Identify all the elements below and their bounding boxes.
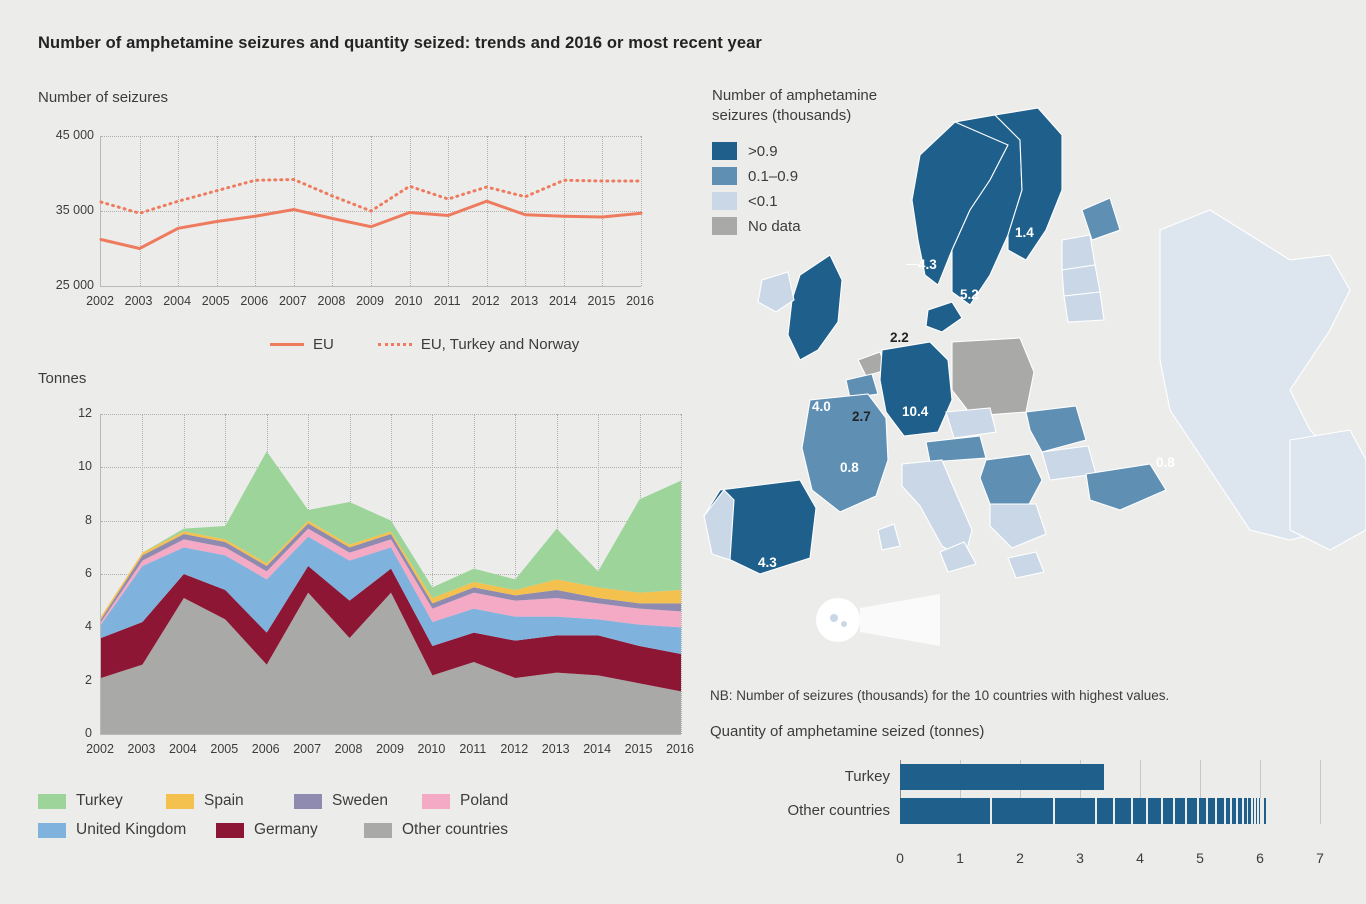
bar-segment-divider <box>1185 798 1187 824</box>
bar-segment-divider <box>1251 798 1253 824</box>
area-chart-y-tick: 2 <box>85 672 92 687</box>
bar-chart-x-tick: 7 <box>1316 850 1324 866</box>
map-label-united-kingdom: 4.0 <box>812 399 831 414</box>
map-country-austria <box>926 436 986 462</box>
bar-turkey <box>900 764 1104 790</box>
map-label-france: 0.8 <box>840 460 859 475</box>
bar-segment-divider <box>1262 798 1264 824</box>
map-country-latvia <box>1062 265 1100 296</box>
bar-segment-divider <box>1247 798 1249 824</box>
map-legend-label: 0.1–0.9 <box>748 167 799 185</box>
page-title: Number of amphetamine seizures and quantity seized: trends and 2016 or most recent year <box>38 34 762 52</box>
area-legend-item-germany <box>216 821 364 839</box>
area-legend-label: Turkey <box>76 792 123 809</box>
map-label-belgium: 2.7 <box>852 409 871 424</box>
bar-chart-x-tick: 0 <box>896 850 904 866</box>
area-chart-x-tick: 2016 <box>666 742 694 756</box>
map-country-ireland <box>758 272 794 312</box>
line-chart-series <box>101 136 641 286</box>
map-legend-label: >0.9 <box>748 142 778 160</box>
area-chart-y-tick: 0 <box>85 726 92 740</box>
area-chart-x-tick: 2012 <box>500 742 529 756</box>
bar-chart-x-tick: 5 <box>1196 850 1204 866</box>
area-legend-swatch <box>166 794 194 809</box>
line-chart-x-tick: 2014 <box>548 294 577 308</box>
europe-map <box>690 60 1366 670</box>
area-legend-item-spain <box>166 792 294 810</box>
bar-segment-divider <box>1131 798 1133 824</box>
area-chart-x-tick: 2004 <box>168 742 197 756</box>
line-series-eu <box>101 201 641 248</box>
map-country-portugal <box>704 490 734 560</box>
map-label-finland: 1.4 <box>1015 225 1034 240</box>
area-chart-x-tick: 2013 <box>541 742 570 756</box>
map-country-turkey <box>1086 464 1166 510</box>
map-country-crete <box>1008 552 1044 578</box>
area-chart-x-tick: 2006 <box>251 742 280 756</box>
line-chart-y-tick: 25 000 <box>55 278 94 292</box>
map-inset-bubble <box>816 594 940 646</box>
bar-segment-divider <box>1053 798 1055 824</box>
map-country-united-kingdom <box>788 255 842 360</box>
bar-segment-divider <box>1230 798 1232 824</box>
area-chart-legend <box>38 792 658 850</box>
area-legend-item-sweden <box>294 792 422 810</box>
area-chart-title: Tonnes <box>38 370 87 387</box>
map-country-corsica-sardinia <box>878 524 900 550</box>
line-chart-x-tick: 2015 <box>587 294 616 308</box>
map-label-austria: 0.8 <box>1156 455 1175 470</box>
bar-segment-divider <box>1236 798 1238 824</box>
bar-chart-gridline <box>1320 760 1321 824</box>
map-country-estonia <box>1062 235 1095 270</box>
map-legend-title-line1: Number of amphetamine <box>712 87 878 104</box>
line-chart-x-tick: 2002 <box>86 294 114 308</box>
area-chart-x-tick: 2015 <box>624 742 653 756</box>
area-legend-row <box>38 821 658 839</box>
line-chart <box>38 128 658 308</box>
area-chart-x-tick: 2009 <box>376 742 404 756</box>
line-chart-x-tick: 2007 <box>278 294 307 308</box>
line-chart-x-tick: 2006 <box>240 294 269 308</box>
bar-segment-divider <box>1215 798 1217 824</box>
area-chart-x-tick: 2003 <box>127 742 156 756</box>
map-country-czechia <box>946 408 996 438</box>
area-legend-item-united-kingdom <box>38 821 216 839</box>
area-chart-y-tick: 8 <box>85 512 92 527</box>
line-chart-x-tick: 2008 <box>317 294 346 308</box>
legend-swatch-solid-line <box>270 343 304 346</box>
area-chart-x-tick: 2014 <box>583 742 612 756</box>
area-chart-x-tick: 2007 <box>293 742 322 756</box>
area-legend-swatch <box>422 794 450 809</box>
bar-chart-x-tick: 2 <box>1016 850 1024 866</box>
line-chart-x-tick: 2009 <box>356 294 384 308</box>
legend-item-eu-turkey-norway <box>378 336 579 353</box>
line-series-eu-turkey-and-norway <box>101 180 641 214</box>
area-legend-label: Poland <box>460 792 509 809</box>
area-chart-y-tick: 4 <box>85 619 92 634</box>
area-legend-label: Germany <box>254 821 318 838</box>
bar-chart-x-tick: 6 <box>1256 850 1264 866</box>
line-chart-y-tick: 45 000 <box>55 128 94 142</box>
area-legend-item-poland <box>422 792 542 810</box>
line-chart-x-tick: 2010 <box>394 294 423 308</box>
map-country-greece <box>990 504 1046 548</box>
bar-segment-divider <box>1242 798 1244 824</box>
area-chart-x-tick: 2002 <box>86 742 114 756</box>
bar-chart-x-tick: 3 <box>1076 850 1084 866</box>
bar-segment-divider <box>1260 798 1262 824</box>
bar-segment-divider <box>1113 798 1115 824</box>
area-legend-label: United Kingdom <box>76 821 187 838</box>
area-chart-y-tick: 10 <box>78 459 92 474</box>
map-label-sweden: 5.2 <box>960 287 979 302</box>
map-label-denmark: 2.2 <box>890 330 909 345</box>
area-chart-x-tick: 2008 <box>334 742 363 756</box>
area-legend-swatch <box>294 794 322 809</box>
map-legend-title-line2: seizures (thousands) <box>712 107 852 125</box>
legend-label-eu: EU <box>313 336 334 353</box>
line-chart-x-tick: 2004 <box>163 294 192 308</box>
area-legend-swatch <box>38 823 66 838</box>
bar-chart-category-label: Turkey <box>844 768 890 785</box>
area-legend-swatch <box>216 823 244 838</box>
bar-segment-divider <box>1161 798 1163 824</box>
map-country-germany <box>880 342 952 436</box>
right-column <box>690 0 1366 904</box>
map-region-far-east <box>1290 430 1366 550</box>
bar-chart-plot <box>900 760 1320 846</box>
map-country-denmark <box>926 302 962 332</box>
line-chart-x-tick: 2011 <box>433 294 461 308</box>
bar-chart <box>710 752 1350 872</box>
area-chart-x-tick: 2005 <box>210 742 239 756</box>
bar-chart-category-label: Other countries <box>787 802 890 819</box>
line-chart-title: Number of seizures <box>38 89 169 106</box>
map-leader-line-norway <box>906 264 918 265</box>
area-chart-plot <box>100 414 681 735</box>
area-legend-row <box>38 792 658 810</box>
map-legend-label: No data <box>748 217 801 235</box>
area-chart-y-tick: 12 <box>78 406 92 420</box>
area-chart-x-tick: 2011 <box>459 742 487 756</box>
map-country-balkans <box>980 454 1042 510</box>
area-legend-item-turkey <box>38 792 166 810</box>
bar-segment-divider <box>1173 798 1175 824</box>
area-chart-y-tick: 6 <box>85 566 92 580</box>
map-country-romania <box>1026 406 1086 452</box>
bar-segment-divider <box>990 798 992 824</box>
bar-chart-x-tick: 4 <box>1136 850 1144 866</box>
area-legend-swatch <box>364 823 392 838</box>
bar-segment-divider <box>1257 798 1259 824</box>
bar-segment-divider <box>1224 798 1226 824</box>
bar-segment-divider <box>1146 798 1148 824</box>
map-legend-label: <0.1 <box>748 192 778 210</box>
map-country-poland <box>952 338 1034 416</box>
area-legend-swatch <box>38 794 66 809</box>
bar-segment-divider <box>1206 798 1208 824</box>
line-chart-x-tick: 2003 <box>124 294 153 308</box>
map-label-spain: 4.3 <box>758 555 777 570</box>
bar-chart-x-tick: 1 <box>956 850 964 866</box>
line-chart-plot <box>100 136 641 287</box>
legend-swatch-dotted-line <box>378 343 412 346</box>
bar-segment-divider <box>1095 798 1097 824</box>
map-country-nw <box>1082 198 1120 240</box>
map-label-germany: 10.4 <box>902 404 929 419</box>
line-chart-x-tick: 2016 <box>626 294 654 308</box>
legend-label-eu-turkey-norway: EU, Turkey and Norway <box>420 336 580 353</box>
bar-segment-divider <box>1197 798 1199 824</box>
area-chart <box>38 406 694 756</box>
map-country-lithuania <box>1064 292 1104 322</box>
area-chart-series <box>101 414 681 734</box>
area-legend-label: Sweden <box>332 792 389 809</box>
line-chart-x-tick: 2012 <box>471 294 500 308</box>
line-chart-legend <box>270 336 613 353</box>
map-note: NB: Number of seizures (thousands) for the 10 countries with highest values. <box>710 688 1170 703</box>
line-chart-y-tick: 35 000 <box>55 203 94 217</box>
line-chart-x-tick: 2005 <box>201 294 230 308</box>
bar-chart-title: Quantity of amphetamine seized (tonnes) <box>710 723 985 740</box>
map-label-norway: 4.3 <box>918 257 937 272</box>
line-chart-vgridline <box>641 136 642 286</box>
line-chart-x-tick: 2013 <box>510 294 539 308</box>
area-chart-x-tick: 2010 <box>417 742 446 756</box>
area-chart-vgridline <box>681 414 682 734</box>
area-legend-item-other-countries <box>364 821 534 839</box>
bar-segment-divider <box>1254 798 1256 824</box>
bar-other-countries <box>900 798 1266 824</box>
area-legend-label: Other countries <box>402 821 508 838</box>
legend-item-eu <box>270 336 334 353</box>
area-legend-label: Spain <box>204 792 244 809</box>
